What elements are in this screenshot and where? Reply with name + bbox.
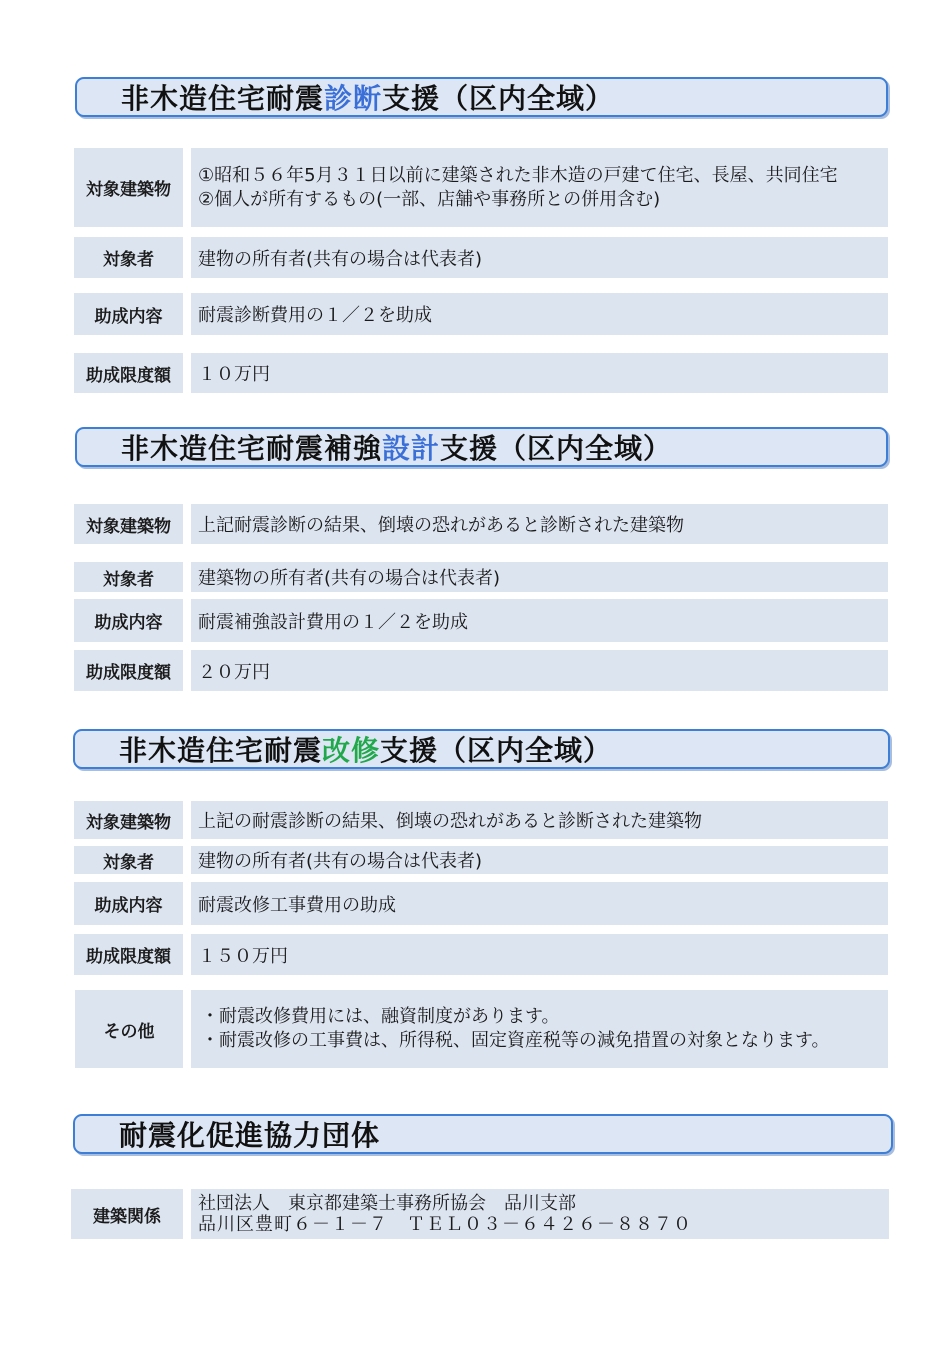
value-architecture-org xyxy=(191,1189,889,1239)
other-note: ・耐震改修費用には、融資制度があります。 xyxy=(201,1006,560,1027)
section-title-cooperating-orgs: 耐震化促進協力団体 xyxy=(119,1119,381,1152)
section-title-design: 非木造住宅耐震補強 設計 支援（区内全域） xyxy=(121,432,673,465)
value-target-building xyxy=(191,148,888,227)
org-line: 品川区豊町６－１－７ ＴＥＬ０３－６４２６－８８７０ xyxy=(198,1214,692,1235)
label-target-person: 対象者 xyxy=(74,237,183,278)
value-subsidy-content: 耐震診断費用の１／２を助成 xyxy=(191,293,888,335)
label-target-person: 対象者 xyxy=(74,562,183,592)
section-header-diagnosis xyxy=(75,77,888,117)
section-header-cooperating-orgs xyxy=(73,1114,893,1154)
value-subsidy-limit: １０万円 xyxy=(191,353,888,393)
other-note: ・耐震改修の工事費は、所得税、固定資産税等の減免措置の対象となります。 xyxy=(201,1030,830,1051)
label-architecture: 建築関係 xyxy=(71,1189,183,1239)
value-line: ②個人が所有するもの(一部、店舗や事務所との併用含む) xyxy=(198,188,661,210)
section-header-design xyxy=(75,427,888,467)
label-subsidy-limit: 助成限度額 xyxy=(74,934,183,975)
label-other: その他 xyxy=(75,990,183,1068)
label-subsidy-content: 助成内容 xyxy=(74,599,183,642)
value-target-building: 上記耐震診断の結果、倒壊の恐れがあると診断された建築物 xyxy=(191,504,888,544)
value-target-person: 建物の所有者(共有の場合は代表者) xyxy=(191,237,888,278)
label-target-building: 対象建築物 xyxy=(74,148,183,227)
value-target-building: 上記の耐震診断の結果、倒壊の恐れがあると診断された建築物 xyxy=(191,801,888,839)
value-other xyxy=(191,990,888,1068)
section-header-retrofit xyxy=(73,729,890,769)
label-target-building: 対象建築物 xyxy=(74,801,183,839)
label-subsidy-limit: 助成限度額 xyxy=(74,650,183,691)
value-line: ①昭和５６年5月３１日以前に建築された非木造の戸建て住宅、長屋、共同住宅 xyxy=(198,164,838,186)
org-line: 社団法人 東京都建築士事務所協会 品川支部 xyxy=(198,1193,576,1214)
value-subsidy-content: 耐震改修工事費用の助成 xyxy=(191,882,888,925)
label-subsidy-content: 助成内容 xyxy=(74,293,183,335)
value-subsidy-limit: ２０万円 xyxy=(191,650,888,691)
section-title-retrofit: 非木造住宅耐震 改修 支援（区内全域） xyxy=(119,734,613,767)
label-target-building: 対象建築物 xyxy=(74,504,183,544)
label-subsidy-limit: 助成限度額 xyxy=(74,353,183,393)
label-target-person: 対象者 xyxy=(74,846,183,874)
value-target-person: 建物の所有者(共有の場合は代表者) xyxy=(191,846,888,874)
value-subsidy-limit: １５０万円 xyxy=(191,934,888,975)
label-subsidy-content: 助成内容 xyxy=(74,882,183,925)
value-target-person: 建築物の所有者(共有の場合は代表者) xyxy=(191,562,888,592)
value-subsidy-content: 耐震補強設計費用の１／２を助成 xyxy=(191,599,888,642)
section-title-diagnosis: 非木造住宅耐震 診断 支援（区内全域） xyxy=(121,82,615,115)
